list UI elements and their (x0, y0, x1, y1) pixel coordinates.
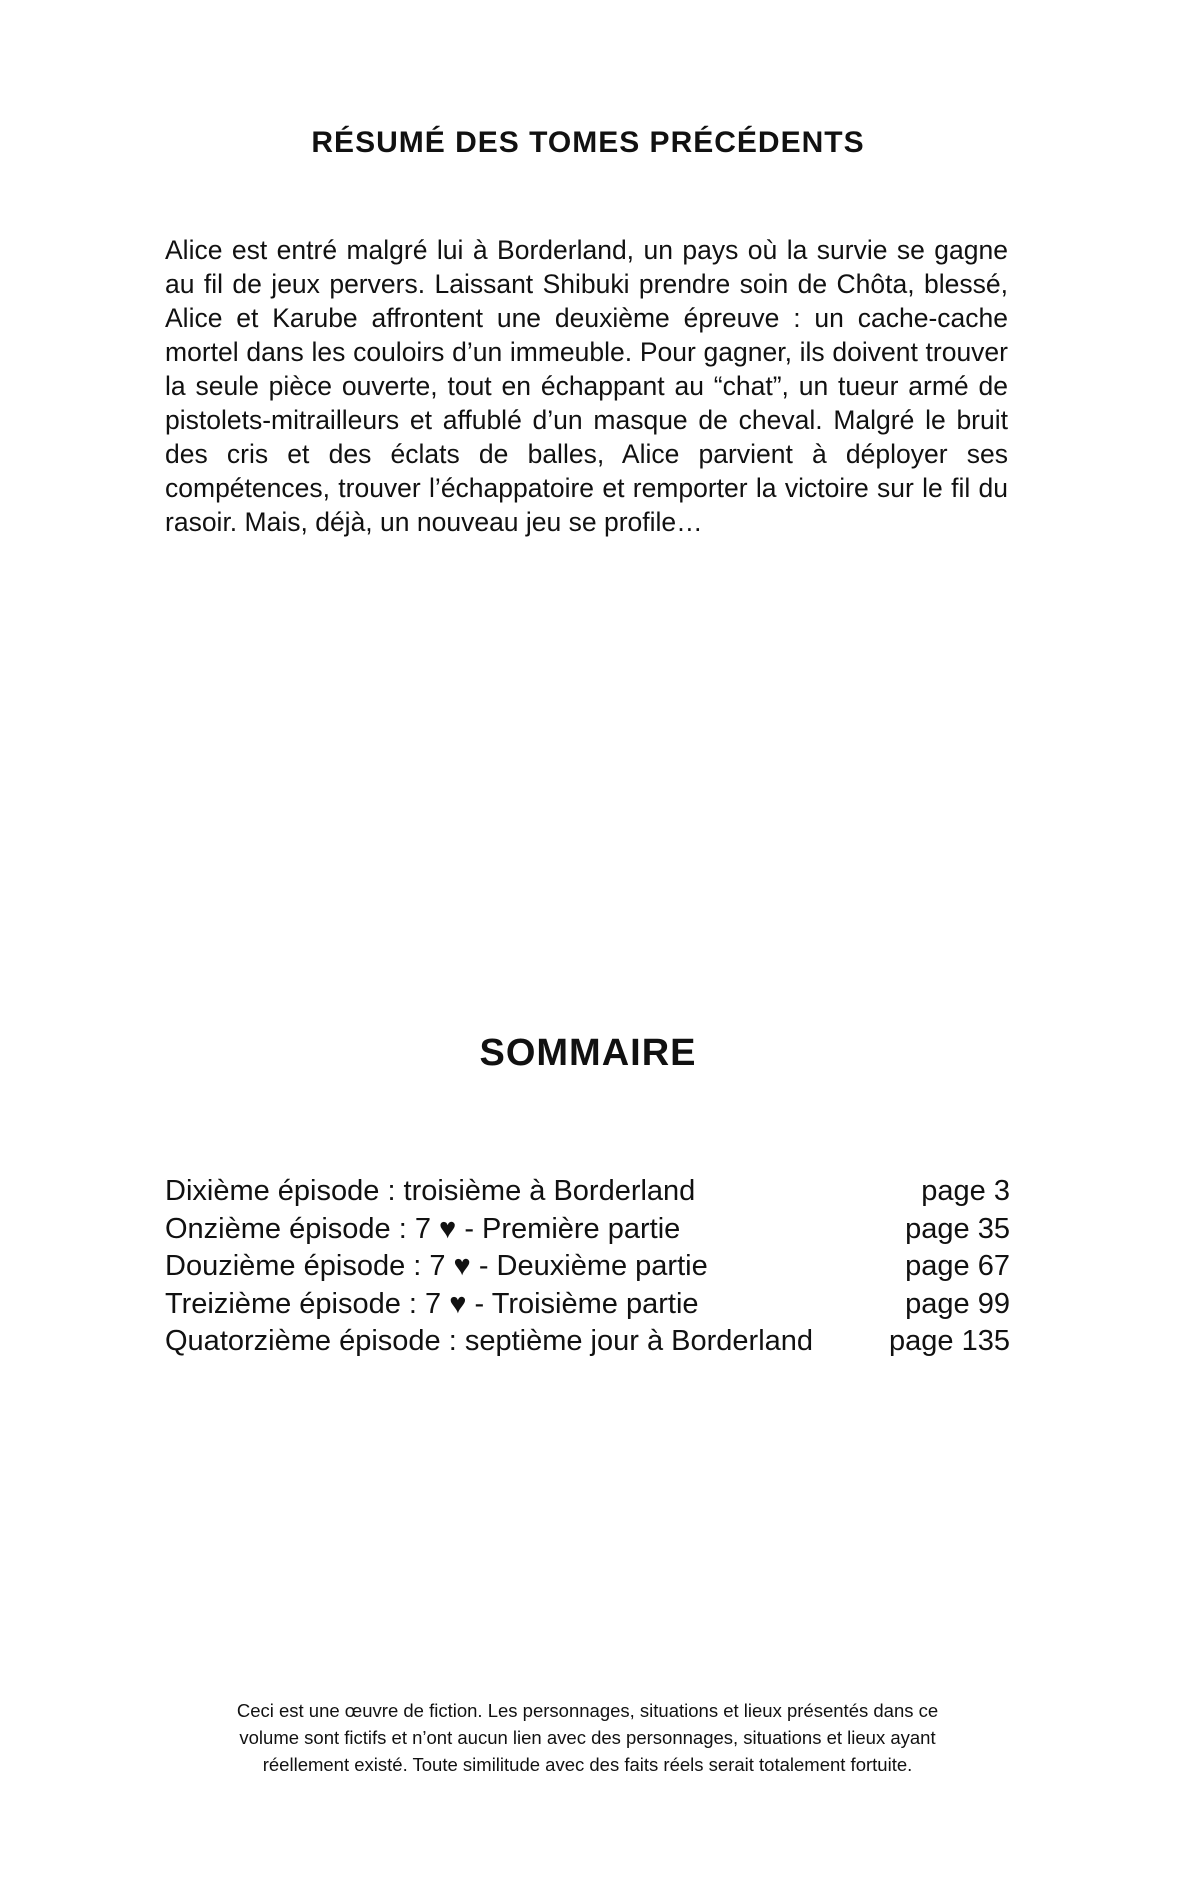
disclaimer-line: volume sont fictifs et n’ont aucun lien avec des personnages, situations et lieux ayant (239, 1727, 936, 1748)
toc-entry-page: page 35 (905, 1212, 1010, 1245)
table-of-contents-title: SOMMAIRE (479, 1032, 697, 1074)
recap-paragraph: Alice est entré malgré lui à Borderland, un pays où la survie se gagne au fil de jeux pervers. Laissant Shibuki prendre soin de Chôta, blessé, Alice et Karube affrontent une deuxième épreuve : un cache-cache mortel dans les couloirs d’un immeuble. Pour gagner, ils doivent trouver la seule pièce ouverte, tout en échappant au “chat”, un tueur armé de pistolets-mitrailleurs et affublé d’un masque de cheval. Malgré le bruit des cris et des éclats de balles, Alice parvient à déployer ses compétences, trouver l’échappatoire et remporter la victoire sur le fil du rasoir. Mais, déjà, un nouveau jeu se profile… (165, 235, 1008, 537)
toc-entry (165, 1173, 1010, 1211)
toc-entry-page: page 3 (921, 1175, 1010, 1207)
toc-entry (165, 1323, 1010, 1361)
toc-entry-page: page 67 (905, 1250, 1010, 1282)
toc-entry (165, 1248, 1010, 1286)
recap-title: RÉSUMÉ DES TOMES PRÉCÉDENTS (311, 126, 865, 159)
disclaimer-line: réellement existé. Toute similitude avec des faits réels serait totalement fortuite. (262, 1754, 913, 1775)
toc-entry-label: Dixième épisode : troisième à Borderland (165, 1175, 696, 1207)
table-of-contents (165, 1173, 1010, 1361)
toc-entry (165, 1286, 1010, 1324)
toc-entry-label: Onzième épisode : 7 ♥ - Première partie (165, 1212, 681, 1245)
disclaimer-line: Ceci est une œuvre de fiction. Les personnages, situations et lieux présentés dans ce (236, 1700, 939, 1721)
toc-entry-label: Douzième épisode : 7 ♥ - Deuxième partie (165, 1250, 708, 1282)
toc-entry (165, 1211, 1010, 1249)
toc-entry-page: page 99 (905, 1287, 1010, 1320)
toc-entry-label: Quatorzième épisode : septième jour à Borderland (165, 1325, 814, 1357)
fiction-disclaimer (150, 1697, 1025, 1778)
toc-entry-page: page 135 (889, 1325, 1010, 1357)
toc-entry-label: Treizième épisode : 7 ♥ - Troisième partie (165, 1287, 699, 1320)
